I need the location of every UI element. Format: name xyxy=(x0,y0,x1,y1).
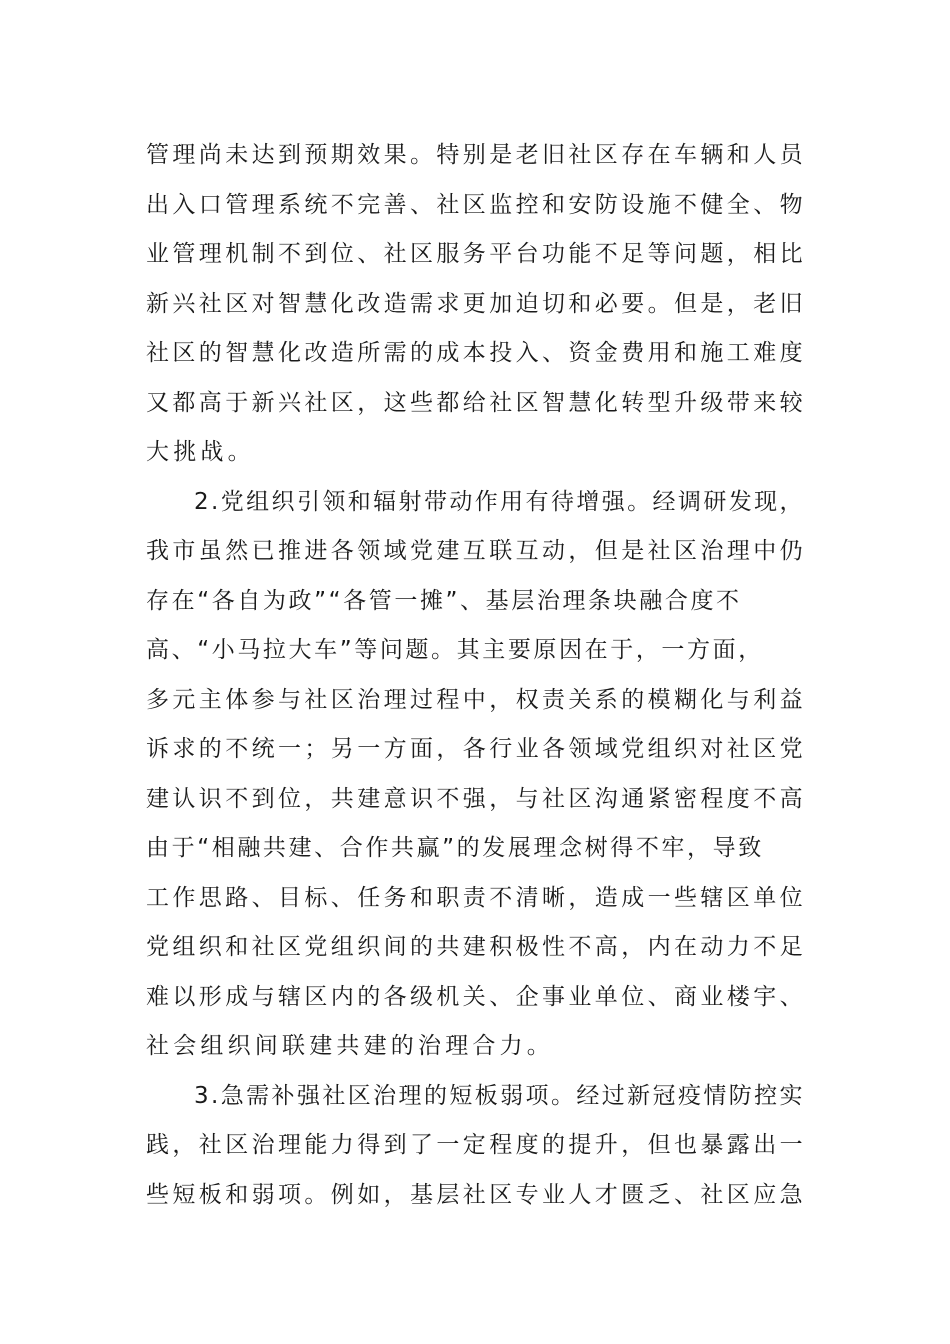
paragraph-2 xyxy=(146,478,806,1072)
text-line: 2.党组织引领和辐射带动作用有待增强。经调研发现， xyxy=(194,488,805,515)
text-line: 践，社区治理能力得到了一定程度的提升，但也暴露出一 xyxy=(146,1132,806,1158)
document-body xyxy=(146,131,806,1220)
text-line: 工作思路、目标、任务和职责不清晰，造成一些辖区单位 xyxy=(146,884,806,911)
paragraph-3 xyxy=(146,1072,806,1221)
text-line: 管理尚未达到预期效果。特别是老旧社区存在车辆和人员 xyxy=(146,142,806,168)
text-line: 出入口管理系统不完善、社区监控和安防设施不健全、物 xyxy=(146,191,806,218)
text-line: 又都高于新兴社区，这些都给社区智慧化转型升级带来较 xyxy=(146,389,806,416)
text-line: 3.急需补强社区治理的短板弱项。经过新冠疫情防控实 xyxy=(194,1082,805,1109)
text-line: 由于“相融共建、合作共赢”的发展理念树得不牢，导致 xyxy=(146,835,764,861)
text-line: 大挑战。 xyxy=(146,439,255,465)
paragraph-1 xyxy=(146,131,806,478)
text-line: 社区的智慧化改造所需的成本投入、资金费用和施工难度 xyxy=(146,340,806,366)
text-line: 高、“小马拉大车”等问题。其主要原因在于，一方面， xyxy=(146,637,764,663)
text-line: 建认识不到位，共建意识不强，与社区沟通紧密程度不高 xyxy=(146,785,806,812)
text-line: 些短板和弱项。例如，基层社区专业人才匮乏、社区应急 xyxy=(146,1181,806,1208)
text-line: 业管理机制不到位、社区服务平台功能不足等问题，相比 xyxy=(146,241,806,267)
text-line: 诉求的不统一；另一方面，各行业各领域党组织对社区党 xyxy=(146,736,806,762)
text-line: 多元主体参与社区治理过程中，权责关系的模糊化与利益 xyxy=(146,686,806,713)
text-line: 新兴社区对智慧化改造需求更加迫切和必要。但是，老旧 xyxy=(146,290,806,317)
text-line: 难以形成与辖区内的各级机关、企事业单位、商业楼宇、 xyxy=(146,983,806,1010)
text-line: 党组织和社区党组织间的共建积极性不高，内在动力不足 xyxy=(146,934,806,960)
text-line: 社会组织间联建共建的治理合力。 xyxy=(146,1033,554,1059)
text-line: 存在“各自为政”“各管一摊”、基层治理条块融合度不 xyxy=(146,587,742,614)
text-line: 我市虽然已推进各领域党建互联互动，但是社区治理中仍 xyxy=(146,538,806,564)
